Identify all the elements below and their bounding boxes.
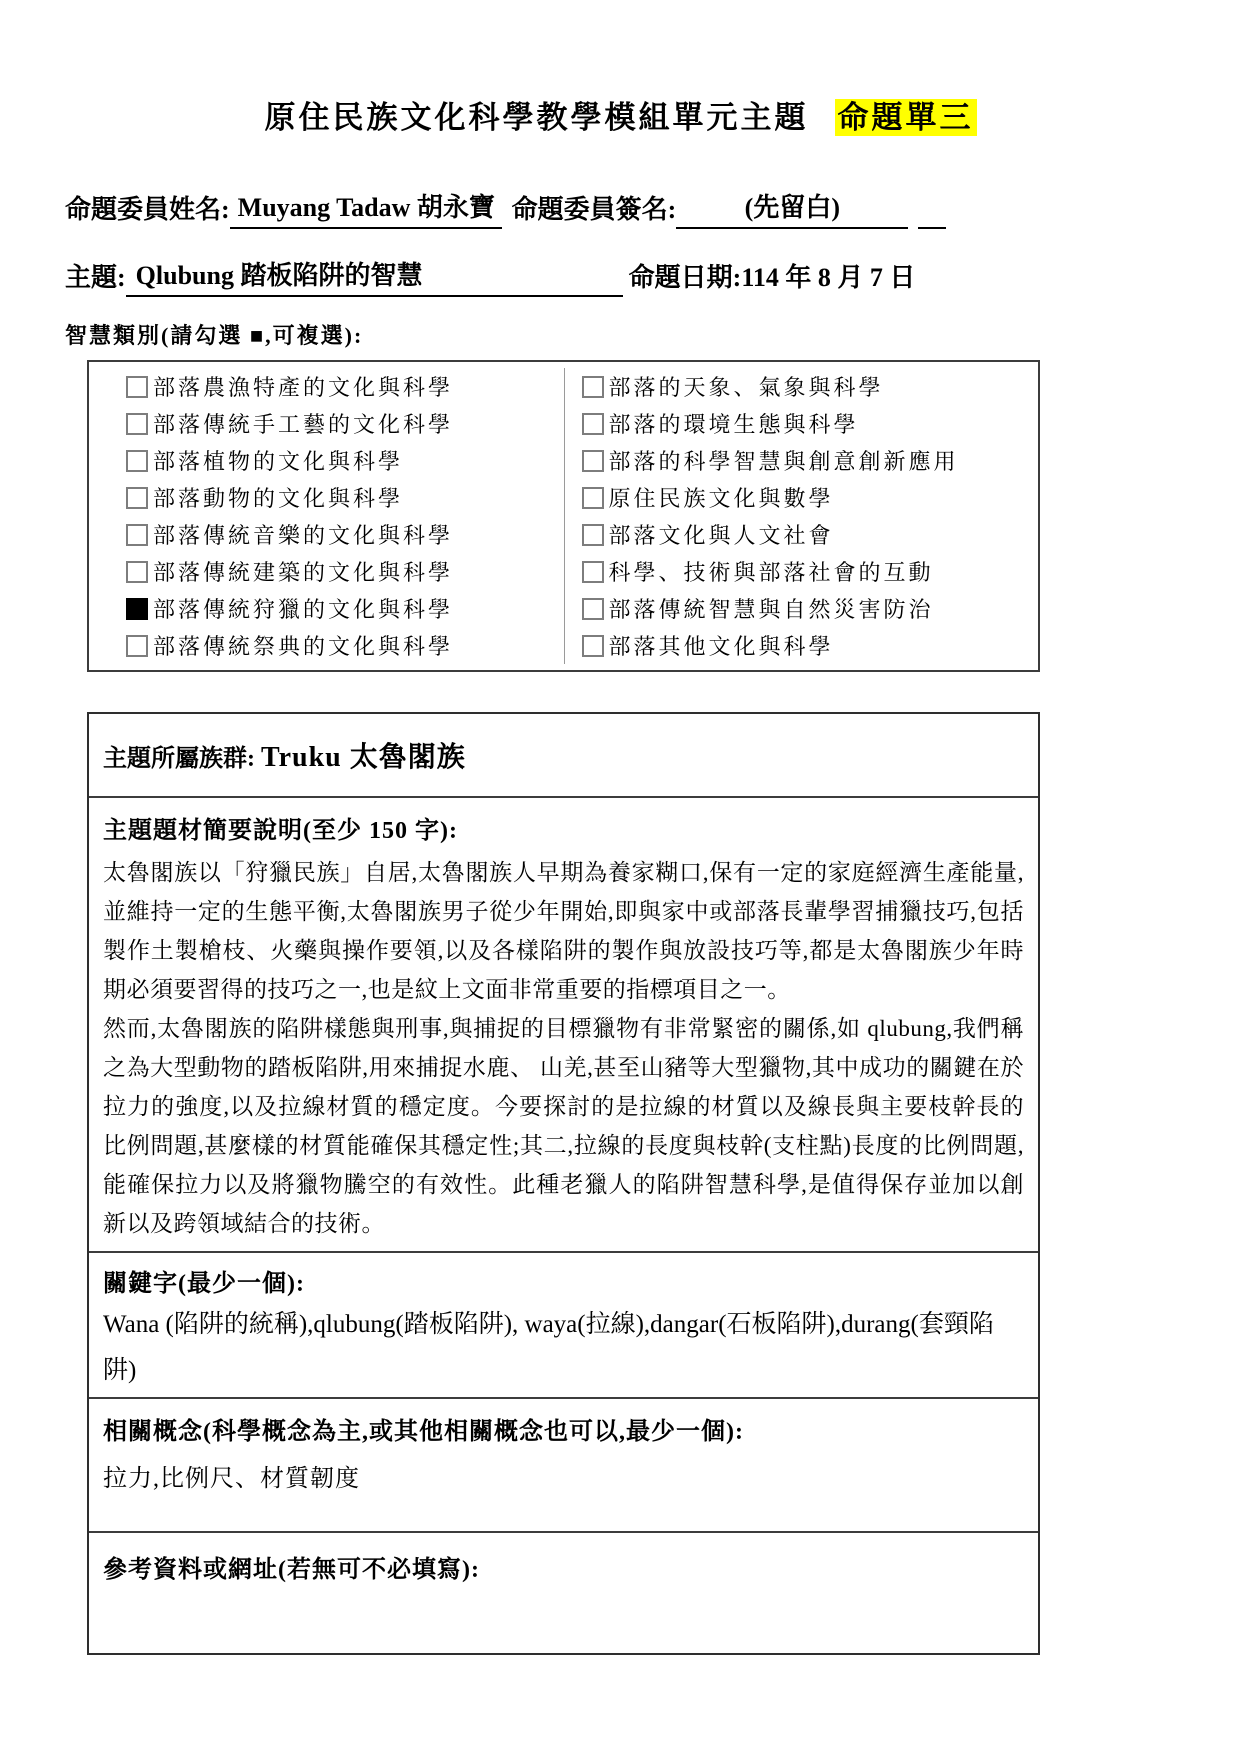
description-heading: 主題題材簡要說明(至少 150 字): (103, 818, 458, 844)
category-item (89, 627, 564, 664)
category-item-label: 部落文化與人文社會 (608, 523, 834, 548)
checkbox-checked-icon[interactable] (126, 598, 148, 620)
detail-table (87, 712, 1040, 1655)
category-item (89, 405, 564, 442)
category-item-label: 部落傳統祭典的文化與科學 (153, 634, 454, 659)
checkbox-icon[interactable] (582, 635, 604, 657)
checkbox-icon[interactable] (582, 376, 604, 398)
keywords-row (89, 1253, 1038, 1399)
document-title (0, 92, 1241, 137)
category-item-label: 部落傳統智慧與自然災害防治 (608, 597, 934, 622)
keywords-value: Wana (陷阱的統稱),qlubung(踏板陷阱), waya(拉線),dangar(石板陷阱),durang(套頸陷阱) (103, 1311, 994, 1384)
checkbox-icon[interactable] (126, 524, 148, 546)
category-column-left (89, 368, 564, 664)
category-item (89, 442, 564, 479)
committee-row (65, 189, 1241, 229)
category-heading: 智慧類別(請勾選 ■,可複選): (65, 323, 364, 348)
category-item (89, 516, 564, 553)
category-item (565, 479, 1039, 516)
category-item-label: 部落傳統建築的文化與科學 (153, 560, 454, 585)
checkbox-icon[interactable] (126, 561, 148, 583)
category-item-label: 部落的環境生態與科學 (608, 412, 859, 437)
ethnic-group-label: 主題所屬族群: (103, 745, 255, 772)
checkbox-icon[interactable] (582, 524, 604, 546)
category-item-label: 部落其他文化與科學 (608, 634, 834, 659)
category-item (565, 405, 1039, 442)
concepts-heading: 相關概念(科學概念為主,或其他相關概念也可以,最少一個): (103, 1419, 744, 1445)
category-item (565, 368, 1039, 405)
category-item-label: 部落傳統手工藝的文化科學 (153, 412, 454, 437)
checkbox-icon[interactable] (582, 598, 604, 620)
committee-name-field[interactable]: Muyang Tadaw 胡永寶 (230, 189, 502, 229)
category-item-label: 原住民族文化與數學 (608, 486, 834, 511)
category-item (565, 553, 1039, 590)
keywords-heading: 關鍵字(最少一個): (103, 1271, 305, 1297)
category-item-label: 部落的科學智慧與創意創新應用 (608, 449, 959, 474)
category-item (89, 368, 564, 405)
category-item-label: 部落傳統音樂的文化與科學 (153, 523, 454, 548)
checkbox-icon[interactable] (126, 450, 148, 472)
description-paragraph: 然而,太魯閣族的陷阱樣態與刑事,與捕捉的目標獵物有非常緊密的關係,如 qlubung,我們稱之為大型動物的踏板陷阱,用來捕捉水鹿、 山羌,甚至山豬等大型獵物,其中成功的關鍵在於拉力的強度,以及拉線材質的穩定度。今要探討的是拉線的材質以及線長與主要枝幹長的比例問題,甚麼樣的材質能確保其穩定性;其二,拉線的長度與枝幹(支柱點)長度的比例問題,能確保拉力以及將獵物騰空的有效性。此種老獵人的陷阱智慧科學,是值得保存並加以創新以及跨領域結合的技術。 (103, 1016, 1024, 1236)
category-item-checked (89, 590, 564, 627)
title-text: 原住民族文化科學教學模組單元主題 (264, 100, 809, 135)
topic-label: 主題: (65, 263, 126, 292)
category-item (89, 553, 564, 590)
checkbox-icon[interactable] (126, 376, 148, 398)
ethnic-group-row (89, 714, 1038, 798)
checkbox-icon[interactable] (126, 487, 148, 509)
checkbox-icon[interactable] (126, 413, 148, 435)
committee-sign-label: 命題委員簽名: (511, 195, 677, 224)
category-item (89, 479, 564, 516)
description-paragraph: 太魯閣族以「狩獵民族」自居,太魯閣族人早期為養家糊口,保有一定的家庭經濟生產能量,並維持一定的生態平衡,太魯閣族男子從少年開始,即與家中或部落長輩學習捕獵技巧,包括製作土製槍枝、火藥與操作要領,以及各樣陷阱的製作與放設技巧等,都是太魯閣族少年時期必須要習得的技巧之一,也是紋上文面非常重要的指標項目之一。 (103, 860, 1024, 1002)
category-item-label: 部落植物的文化與科學 (153, 449, 404, 474)
checkbox-icon[interactable] (582, 561, 604, 583)
topic-field[interactable]: Qlubung 踏板陷阱的智慧 (126, 257, 623, 297)
category-item-label: 部落的天象、氣象與科學 (608, 375, 884, 400)
checkbox-icon[interactable] (126, 635, 148, 657)
ethnic-group-value: Truku 太魯閣族 (261, 742, 466, 773)
concepts-value: 拉力,比例尺、材質韌度 (103, 1466, 360, 1492)
title-highlight: 命題單三 (835, 99, 977, 136)
category-item (565, 590, 1039, 627)
committee-name-label: 命題委員姓名: (65, 195, 230, 224)
checkbox-icon[interactable] (582, 413, 604, 435)
date-value: 114 年 8 月 7 日 (741, 263, 916, 292)
category-item-label: 科學、技術與部落社會的互動 (608, 560, 934, 585)
description-row (89, 798, 1038, 1253)
category-column-right (564, 368, 1039, 664)
committee-signature-field[interactable]: (先留白) (676, 189, 908, 229)
topic-row (65, 257, 1241, 297)
category-table (87, 360, 1040, 672)
references-row (89, 1533, 1038, 1653)
concepts-row (89, 1399, 1038, 1533)
category-item (565, 516, 1039, 553)
category-item-label: 部落動物的文化與科學 (153, 486, 404, 511)
category-item (565, 627, 1039, 664)
date-label: 命題日期: (628, 263, 742, 292)
checkbox-icon[interactable] (582, 487, 604, 509)
references-heading: 參考資料或網址(若無可不必填寫): (103, 1557, 480, 1583)
category-item-label: 部落傳統狩獵的文化與科學 (153, 597, 454, 622)
checkbox-icon[interactable] (582, 450, 604, 472)
category-item (565, 442, 1039, 479)
category-item-label: 部落農漁特產的文化與科學 (153, 375, 454, 400)
signature-blank-tail (918, 227, 946, 229)
